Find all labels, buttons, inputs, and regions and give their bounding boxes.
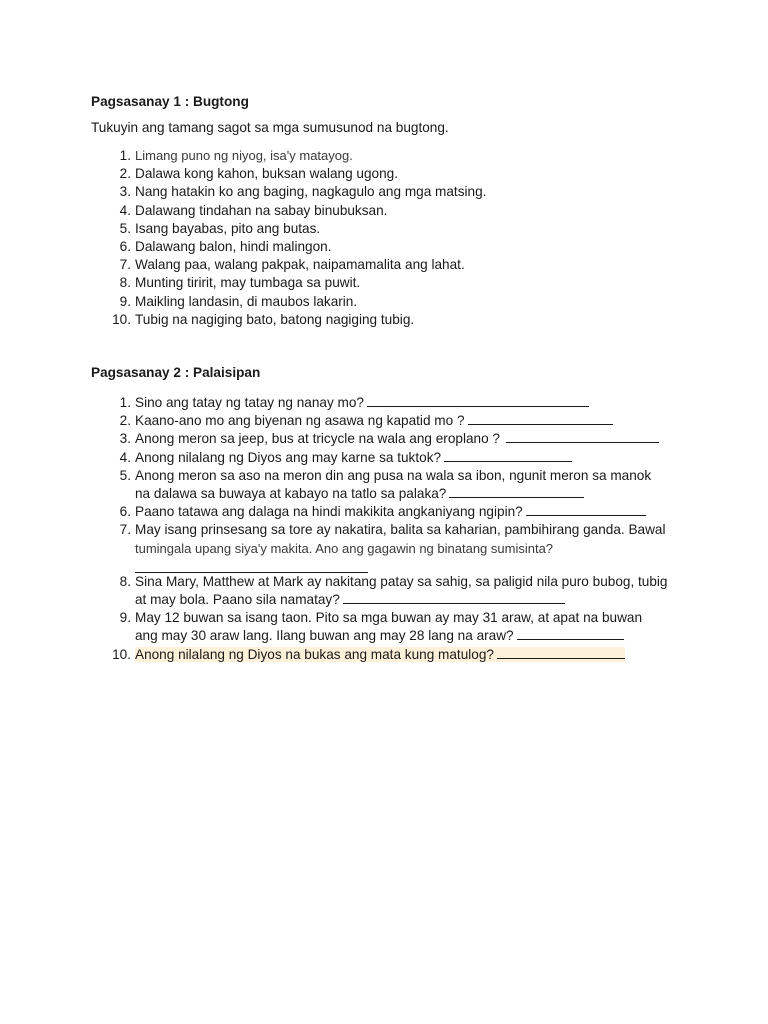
item-number: 8.: [119, 275, 131, 291]
item-text: Kaano-ano mo ang biyenan ng asawa ng kapatid mo ?: [135, 413, 465, 429]
item-text: Maikling landasin, di maubos lakarin.: [135, 293, 358, 309]
answer-blank[interactable]: [517, 627, 624, 640]
list-item: [91, 430, 667, 448]
item-number: 9.: [119, 293, 131, 309]
section1-instruction: Tukuyin ang tamang sagot sa mga sumusunod na bugtong.: [91, 120, 449, 135]
item-number: 4.: [119, 202, 131, 218]
bugtong-list: [91, 147, 486, 329]
answer-blank[interactable]: [367, 394, 589, 407]
answer-blank[interactable]: [343, 591, 565, 604]
item-number: 3.: [119, 184, 131, 200]
item-text: Anong nilalang ng Diyos na bukas ang mata kung matulog?: [135, 646, 494, 662]
item-number: 1.: [119, 148, 131, 163]
palaisipan-list: [91, 394, 667, 664]
item-number: 2.: [119, 166, 131, 182]
answer-blank[interactable]: [449, 485, 584, 498]
item-text: Dalawang tindahan na sabay binubuksan.: [135, 202, 388, 218]
item-text-cont: na dalawa sa buwaya at kabayo na tatlo sa palaka?: [135, 486, 447, 502]
list-item: [91, 202, 486, 220]
answer-blank[interactable]: [135, 558, 368, 573]
answer-blank[interactable]: [444, 449, 572, 462]
item-number: 3.: [119, 431, 131, 447]
list-item: [91, 165, 486, 183]
item-text: Isang bayabas, pito ang butas.: [135, 220, 321, 236]
item-text: Walang paa, walang pakpak, naipamamalita ang lahat.: [135, 257, 465, 273]
item-text: Anong meron sa aso na meron din ang pusa na wala sa ibon, ngunit meron sa manok: [135, 467, 652, 483]
item-text: Munting tiririt, may tumbaga sa puwit.: [135, 275, 361, 291]
list-item: [91, 573, 667, 609]
list-item: [91, 183, 486, 201]
list-item: [91, 521, 667, 572]
item-text: Anong nilalang ng Diyos ang may karne sa tuktok?: [135, 449, 442, 465]
answer-blank[interactable]: [497, 646, 625, 659]
item-number: 5.: [119, 467, 131, 483]
item-text-cont: tumingala upang siya'y makita. Ano ang gagawin ng binatang sumisinta?: [135, 540, 554, 556]
list-item: [91, 503, 667, 521]
list-item: [91, 449, 667, 467]
item-text: May 12 buwan sa isang taon. Pito sa mga buwan ay may 31 araw, at apat na buwan: [135, 610, 643, 626]
item-number: 9.: [119, 610, 131, 626]
item-text: Limang puno ng niyog, isa'y matayog.: [135, 148, 353, 163]
item-text: Dalawang balon, hindi malingon.: [135, 239, 332, 255]
item-number: 8.: [119, 573, 131, 589]
item-text-cont: ang may 30 araw lang. Ilang buwan ang may 28 lang na araw?: [135, 628, 514, 644]
answer-blank[interactable]: [468, 412, 613, 425]
item-text-cont: at may bola. Paano sila namatay?: [135, 592, 340, 608]
item-number: 10.: [112, 311, 131, 327]
list-item: [91, 147, 486, 165]
item-number: 6.: [119, 504, 131, 520]
answer-blank[interactable]: [506, 430, 659, 443]
list-item: [91, 311, 486, 329]
item-text: Nang hatakin ko ang baging, nagkagulo ang mga matsing.: [135, 184, 487, 200]
list-item: [91, 256, 486, 274]
highlighted-item: [135, 647, 625, 662]
item-number: 1.: [119, 395, 131, 410]
list-item: [91, 394, 667, 412]
item-text: Sino ang tatay ng tatay ng nanay mo?: [135, 395, 364, 410]
list-item: [91, 609, 667, 645]
section2-title: Pagsasanay 2 : Palaisipan: [91, 365, 261, 380]
item-number: 4.: [119, 449, 131, 465]
list-item: [91, 646, 667, 664]
item-text: Anong meron sa jeep, bus at tricycle na wala ang eroplano ?: [135, 431, 500, 447]
list-item: [91, 467, 667, 503]
list-item: [91, 293, 486, 311]
item-number: 7.: [119, 257, 131, 273]
answer-blank[interactable]: [526, 503, 646, 516]
item-number: 6.: [119, 239, 131, 255]
item-text: Dalawa kong kahon, buksan walang ugong.: [135, 166, 399, 182]
item-number: 2.: [119, 413, 131, 429]
list-item: [91, 220, 486, 238]
item-number: 5.: [119, 220, 131, 236]
section1-title: Pagsasanay 1 : Bugtong: [91, 94, 249, 109]
item-number: 7.: [119, 522, 131, 538]
list-item: [91, 238, 486, 256]
item-number: 10.: [112, 646, 131, 662]
item-text: May isang prinsesang sa tore ay nakatira, balita sa kaharian, pambihirang ganda. Bawal: [135, 522, 666, 538]
item-text: Tubig na nagiging bato, batong nagiging tubig.: [135, 311, 415, 327]
list-item: [91, 412, 667, 430]
item-text: Sina Mary, Matthew at Mark ay nakitang patay sa sahig, sa paligid nila puro bubog, tubig: [135, 573, 668, 589]
list-item: [91, 274, 486, 292]
item-text: Paano tatawa ang dalaga na hindi makikita angkaniyang ngipin?: [135, 504, 523, 520]
